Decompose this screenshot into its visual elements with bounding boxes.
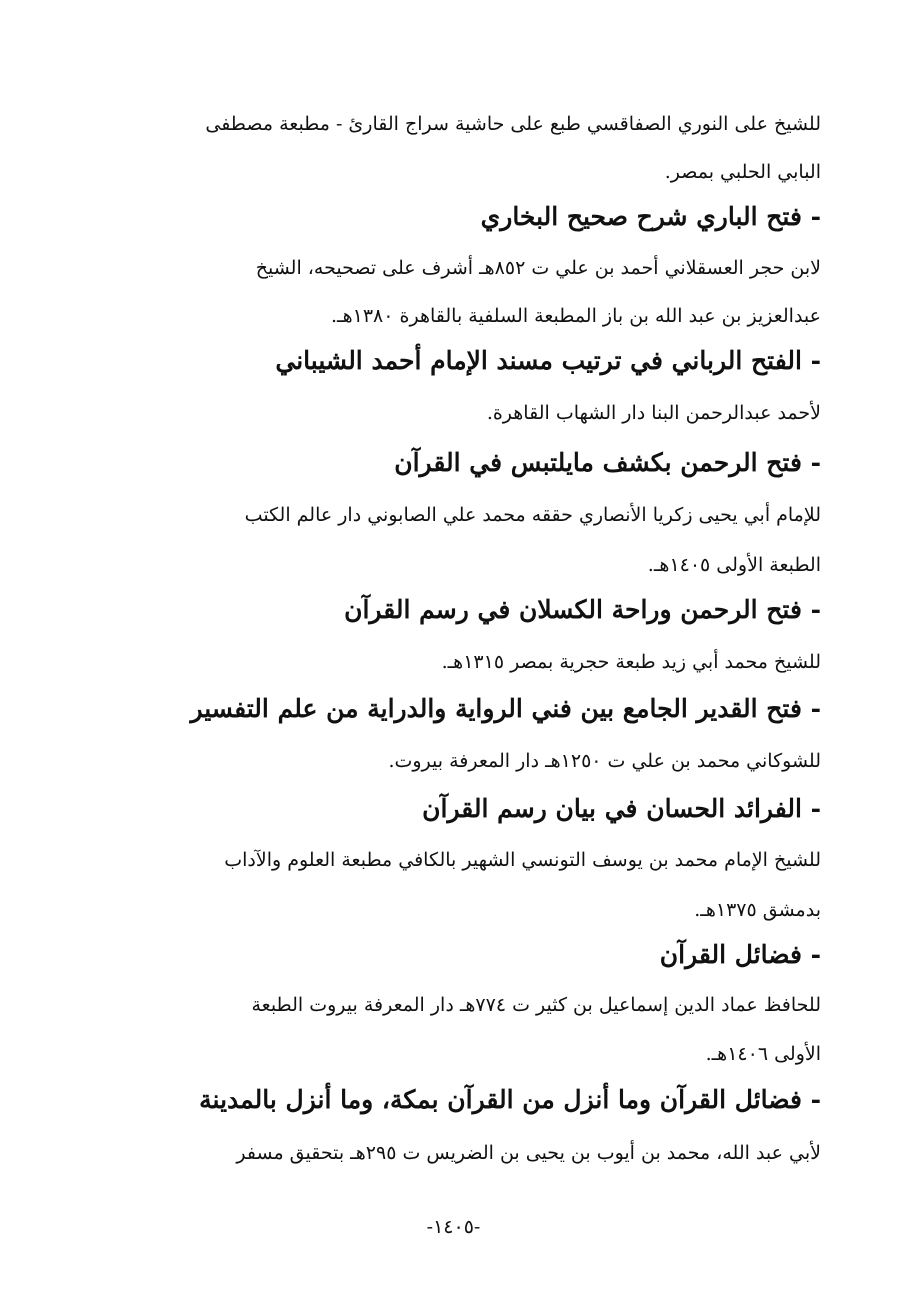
- entry-title-al-faraid-al-hisan: - الفرائد الحسان في بيان رسم القرآن: [422, 794, 821, 823]
- entry-title-fath-al-rahman-kashf: - فتح الرحمن بكشف مايلتبس في القرآن: [394, 448, 821, 477]
- entry-title-fadail-al-quran: - فضائل القرآن: [659, 940, 821, 969]
- text-line-01: للشيخ على النوري الصفاقسي طبع على حاشية سراج القارئ - مطبعة مصطفى: [205, 113, 821, 135]
- page-number: -١٤٠٥-: [426, 1216, 481, 1238]
- text-line-04: لابن حجر العسقلاني أحمد بن علي ت ٨٥٢هـ أشرف على تصحيحه، الشيخ: [255, 257, 821, 279]
- text-line-22: لأبي عبد الله، محمد بن أيوب بن يحيى بن الضريس ت ٢٩٥هـ بتحقيق مسفر: [236, 1142, 821, 1164]
- entry-title-fath-al-rahman-rasm: - فتح الرحمن وراحة الكسلان في رسم القرآن: [344, 595, 821, 624]
- text-line-16: للشيخ الإمام محمد بن يوسف التونسي الشهير بالكافي مطبعة العلوم والآداب: [224, 849, 821, 871]
- entry-title-fadail-al-quran-makka: - فضائل القرآن وما أنزل من القرآن بمكة، وما أنزل بالمدينة: [199, 1085, 821, 1114]
- text-line-02: البابي الحلبي بمصر.: [664, 161, 821, 183]
- text-line-19: للحافظ عماد الدين إسماعيل بن كثير ت ٧٧٤هـ دار المعرفة بيروت الطبعة: [251, 994, 821, 1016]
- text-line-07: لأحمد عبدالرحمن البنا دار الشهاب القاهرة.: [486, 402, 821, 424]
- text-line-17: بدمشق ١٣٧٥هـ.: [694, 899, 821, 921]
- entry-title-fath-al-bari: - فتح الباري شرح صحيح البخاري: [480, 202, 821, 231]
- text-line-09: للإمام أبي يحيى زكريا الأنصاري حققه محمد علي الصابوني دار عالم الكتب: [244, 504, 821, 526]
- entry-title-fath-al-qadir: - فتح القدير الجامع بين فني الرواية والدراية من علم التفسير: [190, 694, 821, 723]
- text-line-20: الأولى ١٤٠٦هـ.: [705, 1043, 821, 1065]
- text-line-10: الطبعة الأولى ١٤٠٥هـ.: [647, 554, 821, 576]
- text-line-12: للشيخ محمد أبي زيد طبعة حجرية بمصر ١٣١٥هـ.: [441, 651, 821, 673]
- text-line-14: للشوكاني محمد بن علي ت ١٢٥٠هـ دار المعرفة بيروت.: [388, 750, 821, 772]
- entry-title-al-fath-al-rabbani: - الفتح الرباني في ترتيب مسند الإمام أحمد الشيباني: [275, 346, 821, 375]
- text-line-05: عبدالعزيز بن عبد الله بن باز المطبعة السلفية بالقاهرة ١٣٨٠هـ.: [331, 305, 821, 327]
